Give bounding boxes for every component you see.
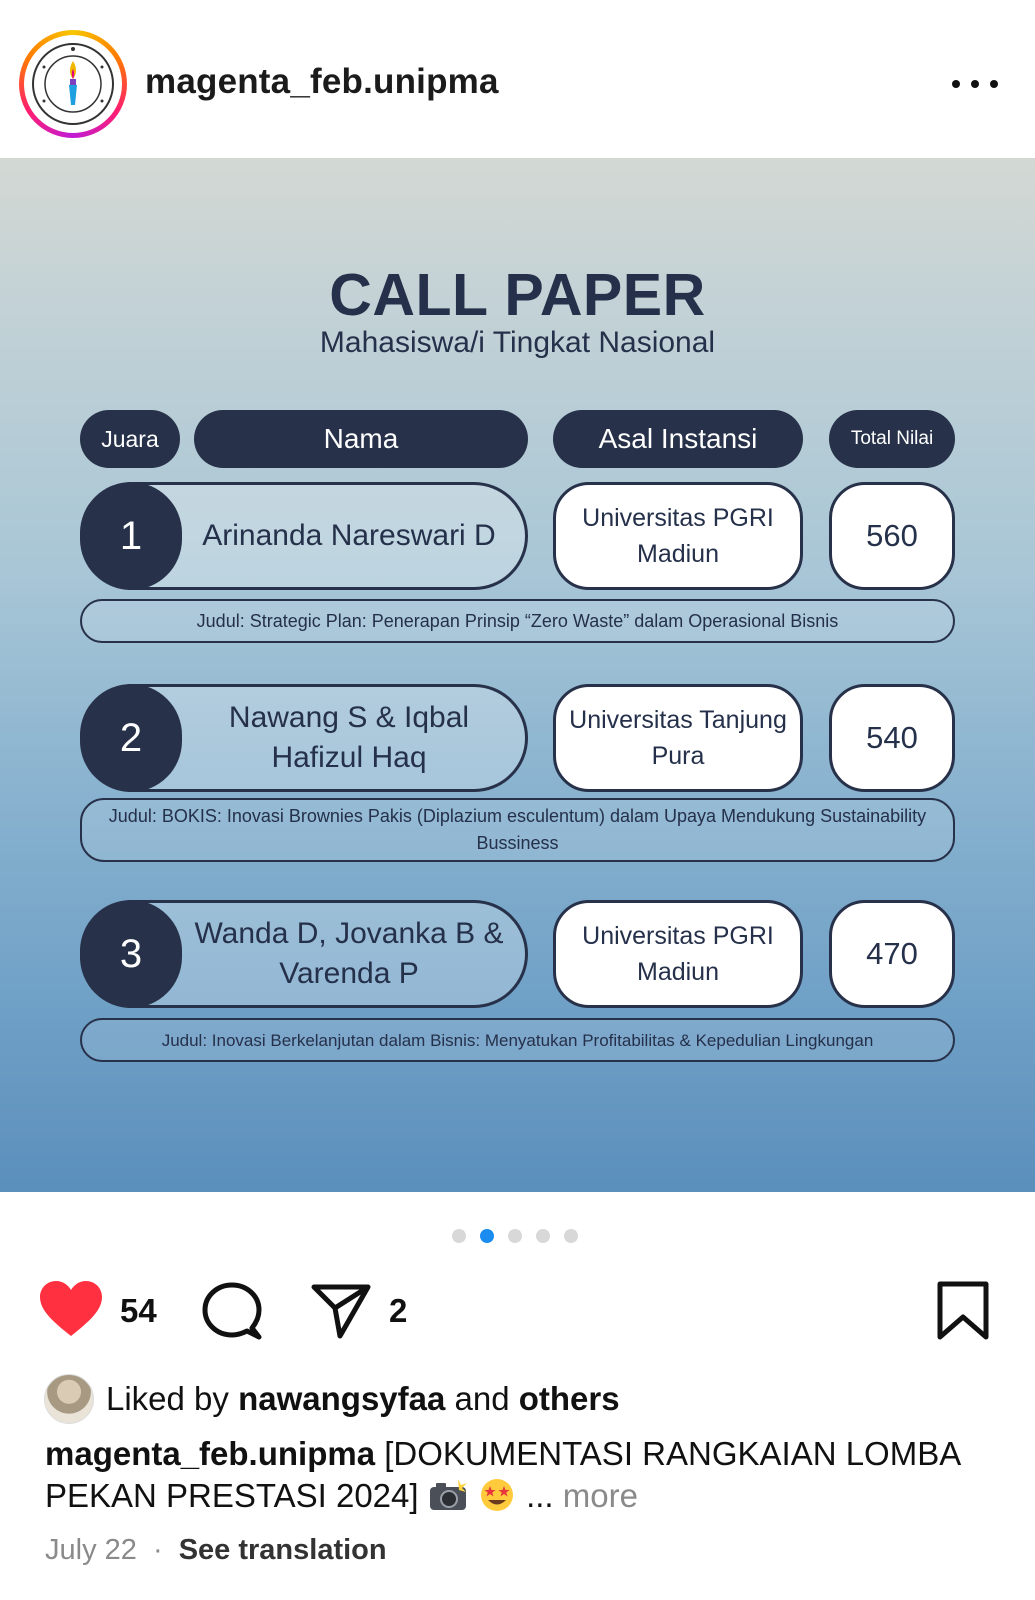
institution-box: Universitas Tanjung Pura bbox=[553, 684, 803, 792]
rank-badge: 1 bbox=[80, 482, 182, 590]
institution-box: Universitas PGRI Madiun bbox=[553, 900, 803, 1008]
see-translation-link[interactable]: See translation bbox=[178, 1534, 387, 1566]
winner-name: Wanda D, Jovanka B & Varenda P bbox=[194, 917, 504, 990]
camera-flash-emoji bbox=[428, 1478, 468, 1512]
paper-title: Judul: Strategic Plan: Penerapan Prinsip “Zero Waste” dalam Operasional Bisnis bbox=[80, 599, 955, 643]
column-header-score: Total Nilai bbox=[829, 410, 955, 468]
post-date: July 22 bbox=[45, 1534, 137, 1566]
rank-badge: 3 bbox=[80, 900, 182, 1008]
post-subtitle: Mahasiswa/i Tingkat Nasional bbox=[319, 326, 716, 359]
liked-by-others[interactable]: others bbox=[518, 1380, 620, 1417]
star-struck-emoji bbox=[477, 1478, 517, 1512]
carousel-dot[interactable] bbox=[536, 1229, 550, 1243]
score-box: 560 bbox=[829, 482, 955, 590]
more-link[interactable]: more bbox=[562, 1477, 638, 1514]
post-meta bbox=[45, 1534, 387, 1567]
post-image[interactable] bbox=[0, 158, 1035, 1192]
post-caption: magenta_feb.unipma [DOKUMENTASI RANGKAIAN LOMBA PEKAN PRESTASI 2024] ... more bbox=[45, 1435, 960, 1514]
username[interactable]: magenta_feb.unipma bbox=[145, 62, 499, 101]
winner-name-pill bbox=[80, 684, 528, 792]
carousel-indicator bbox=[452, 1227, 592, 1245]
liked-by-text[interactable]: Liked by nawangsyfaa and others bbox=[106, 1380, 620, 1417]
liked-by-avatar[interactable] bbox=[44, 1374, 94, 1424]
winner-name-pill bbox=[80, 482, 528, 590]
like-count[interactable]: 54 bbox=[120, 1292, 157, 1329]
liked-by-username[interactable]: nawangsyfaa bbox=[238, 1380, 446, 1417]
column-header-name: Nama bbox=[194, 410, 528, 468]
paper-title: Judul: Inovasi Berkelanjutan dalam Bisnis: Menyatukan Profitabilitas & Kepedulian Lingkungan bbox=[80, 1018, 955, 1062]
comment-icon[interactable] bbox=[202, 1282, 262, 1340]
caption-text: [DOKUMENTASI RANGKAIAN LOMBA PEKAN PRESTASI 2024] bbox=[45, 1435, 960, 1514]
winner-name: Nawang S & Iqbal Hafizul Haq bbox=[228, 701, 470, 774]
heart-icon[interactable] bbox=[38, 1280, 104, 1338]
carousel-dot[interactable] bbox=[452, 1229, 466, 1243]
share-count[interactable]: 2 bbox=[389, 1292, 408, 1329]
carousel-dot[interactable] bbox=[564, 1229, 578, 1243]
carousel-dot[interactable] bbox=[508, 1229, 522, 1243]
column-header-institution: Asal Instansi bbox=[553, 410, 803, 468]
winner-name-pill bbox=[80, 900, 528, 1008]
profile-avatar[interactable] bbox=[19, 30, 127, 138]
post-header bbox=[0, 0, 1035, 158]
paper-title: Judul: BOKIS: Inovasi Brownies Pakis (Diplazium esculentum) dalam Upaya Mendukung Sustainability Bussiness bbox=[80, 798, 955, 862]
carousel-dot[interactable] bbox=[480, 1229, 494, 1243]
meta-separator: · bbox=[152, 1534, 163, 1566]
post-title: CALL PAPER bbox=[329, 262, 706, 328]
institution-box: Universitas PGRI Madiun bbox=[553, 482, 803, 590]
magenta-logo bbox=[28, 39, 118, 129]
rank-badge: 2 bbox=[80, 684, 182, 792]
column-header-rank: Juara bbox=[80, 410, 180, 468]
bookmark-icon[interactable] bbox=[936, 1281, 990, 1341]
score-box: 540 bbox=[829, 684, 955, 792]
caption-username[interactable]: magenta_feb.unipma bbox=[45, 1435, 376, 1472]
winner-name: Arinanda Nareswari D bbox=[202, 519, 496, 552]
share-icon[interactable] bbox=[310, 1282, 372, 1340]
more-options-icon[interactable] bbox=[952, 80, 998, 88]
score-box: 470 bbox=[829, 900, 955, 1008]
